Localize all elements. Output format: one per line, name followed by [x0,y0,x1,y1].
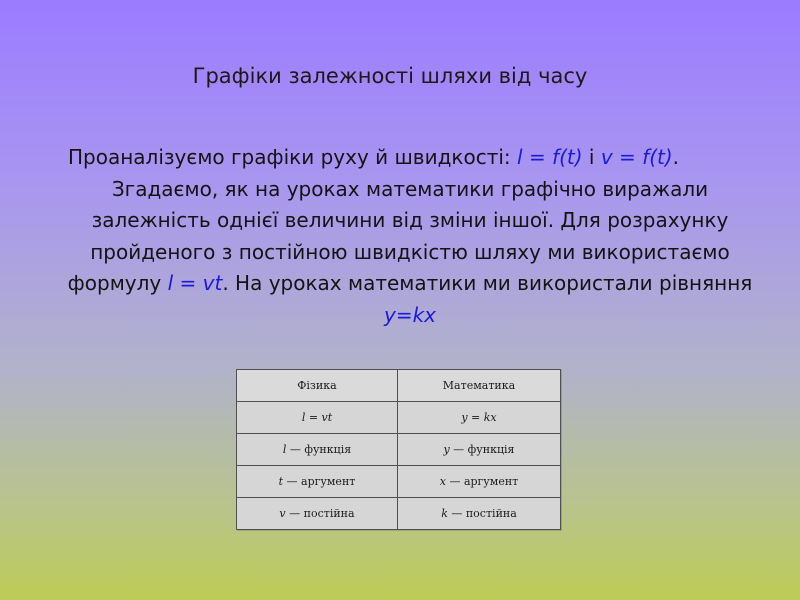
physics-var: t [278,475,284,488]
math-cell [398,498,561,530]
body-paragraph [60,142,760,331]
math-desc: — аргумент [445,475,519,488]
intro-line [60,142,760,174]
physics-cell [237,466,398,498]
physics-cell [237,402,398,434]
physics-math-table [236,369,561,530]
explanation-part1: Згадаємо, як на уроках математики графічно виражали залежність однієї величини від зміни іншої. Для розрахунку пройденого з постійною швидкістю шляху ми використаємо формулу [67,176,730,295]
and-text: і [582,145,601,169]
physics-desc: — постійна [285,507,355,520]
table-row [237,402,561,434]
math-desc: — постійна [447,507,517,520]
physics-var: l = vt [301,411,333,424]
header-physics: Фізика [237,370,398,402]
math-var: y [443,443,450,456]
table-header-row [237,370,561,402]
table-row [237,466,561,498]
math-cell [398,466,561,498]
physics-var: v [279,507,286,520]
formula-speed-time: v = f(t) [600,145,673,169]
math-var: x [439,475,446,488]
math-cell [398,402,561,434]
physics-desc: — аргумент [283,475,356,488]
physics-cell [237,498,398,530]
header-math: Математика [398,370,561,402]
equation-linear: y=kx [383,302,436,327]
table-row [237,434,561,466]
math-var: y = kx [461,411,497,424]
intro-end: . [672,145,679,169]
physics-desc: — функція [286,443,352,456]
explanation-part2: . На уроках математики ми використали рівняння [222,271,753,295]
formula-path-time: l = f(t) [517,145,583,169]
math-var: k [441,507,448,520]
explanation-text [60,174,760,332]
math-desc: — функція [449,443,515,456]
physics-cell [237,434,398,466]
slide-title: Графіки залежності шляхи від часу [192,64,588,88]
formula-path: l = vt [167,271,223,295]
physics-var: l [282,443,287,456]
math-cell [398,434,561,466]
intro-text: Проаналізуємо графіки руху й швидкості: [68,145,518,169]
table-row [237,498,561,530]
